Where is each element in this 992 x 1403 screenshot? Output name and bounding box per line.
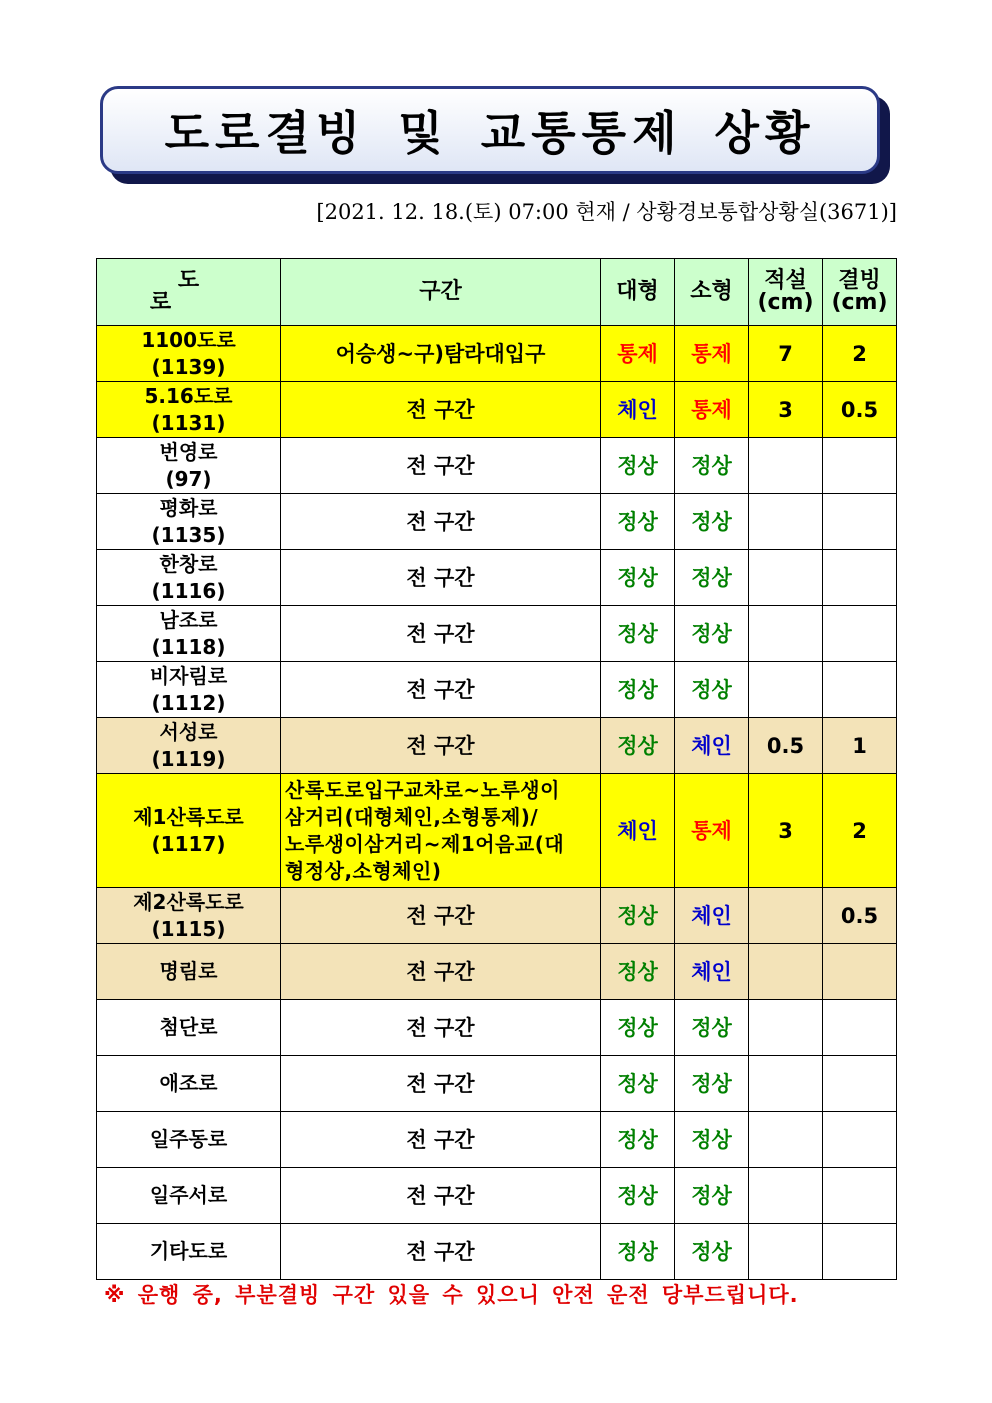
large-vehicle-status: 체인	[601, 382, 675, 438]
ice-depth-value: 2	[823, 774, 897, 888]
table-row	[97, 944, 897, 1000]
road-name-cell	[97, 662, 281, 718]
header-small-vehicle: 소형	[675, 259, 749, 326]
large-vehicle-status: 정상	[601, 1056, 675, 1112]
snow-depth-value	[749, 1000, 823, 1056]
section-cell: 전 구간	[281, 1000, 601, 1056]
small-vehicle-status: 정상	[675, 606, 749, 662]
section-cell: 전 구간	[281, 606, 601, 662]
ice-depth-value	[823, 494, 897, 550]
road-name: 서성로	[159, 719, 218, 744]
table-row	[97, 1056, 897, 1112]
large-vehicle-status: 정상	[601, 606, 675, 662]
large-vehicle-status: 정상	[601, 1168, 675, 1224]
road-name: 애조로	[159, 1071, 218, 1095]
ice-depth-value	[823, 606, 897, 662]
table-row	[97, 326, 897, 382]
table-row	[97, 494, 897, 550]
road-name-cell	[97, 1224, 281, 1280]
road-name: 비자림로	[149, 663, 228, 688]
road-number: (1112)	[151, 690, 226, 715]
road-number: (97)	[165, 466, 212, 491]
header-road: 도로	[97, 259, 281, 326]
table-row	[97, 1168, 897, 1224]
snow-depth-value	[749, 550, 823, 606]
snow-depth-value	[749, 1112, 823, 1168]
road-name: 평화로	[159, 495, 218, 520]
road-number: (1119)	[151, 746, 226, 771]
snow-depth-value	[749, 438, 823, 494]
section-cell: 전 구간	[281, 888, 601, 944]
ice-depth-value	[823, 550, 897, 606]
section-line: 노루생이삼거리~제1어음교(대	[285, 831, 565, 856]
section-cell	[281, 774, 601, 888]
snow-depth-value	[749, 1168, 823, 1224]
road-name: 1100도로	[141, 327, 236, 352]
section-cell: 전 구간	[281, 1056, 601, 1112]
large-vehicle-status: 정상	[601, 494, 675, 550]
section-cell: 전 구간	[281, 1168, 601, 1224]
table-row	[97, 606, 897, 662]
road-status-table	[96, 258, 897, 1280]
safety-notice: ※ 운행 중, 부분결빙 구간 있을 수 있으니 안전 운전 당부드립니다.	[104, 1283, 799, 1307]
title-box	[100, 86, 880, 174]
section-cell: 전 구간	[281, 1224, 601, 1280]
ice-depth-value: 2	[823, 326, 897, 382]
table-row	[97, 1000, 897, 1056]
road-number: (1117)	[151, 831, 226, 856]
large-vehicle-status: 정상	[601, 888, 675, 944]
small-vehicle-status: 정상	[675, 662, 749, 718]
section-line: 형정상,소형체인)	[285, 858, 442, 883]
road-number: (1118)	[151, 634, 226, 659]
table-row	[97, 662, 897, 718]
small-vehicle-status: 체인	[675, 718, 749, 774]
table-row	[97, 382, 897, 438]
ice-depth-value	[823, 1224, 897, 1280]
snow-depth-value: 3	[749, 382, 823, 438]
road-name: 일주서로	[149, 1183, 228, 1207]
road-name: 남조로	[159, 607, 218, 632]
road-name-cell	[97, 888, 281, 944]
ice-depth-value	[823, 1056, 897, 1112]
table-row	[97, 1224, 897, 1280]
section-cell: 어승생~구)탐라대입구	[281, 326, 601, 382]
section-cell: 전 구간	[281, 494, 601, 550]
table-row	[97, 1112, 897, 1168]
small-vehicle-status: 정상	[675, 1112, 749, 1168]
table-row	[97, 718, 897, 774]
large-vehicle-status: 통제	[601, 326, 675, 382]
section-cell: 전 구간	[281, 438, 601, 494]
road-name-cell	[97, 382, 281, 438]
ice-depth-value	[823, 1168, 897, 1224]
large-vehicle-status: 정상	[601, 1224, 675, 1280]
snow-depth-value: 3	[749, 774, 823, 888]
section-cell: 전 구간	[281, 944, 601, 1000]
section-cell: 전 구간	[281, 1112, 601, 1168]
snow-depth-value	[749, 606, 823, 662]
section-cell: 전 구간	[281, 382, 601, 438]
road-name-cell	[97, 718, 281, 774]
road-name-cell	[97, 774, 281, 888]
road-name: 일주동로	[149, 1127, 228, 1151]
road-name: 한창로	[159, 551, 218, 576]
small-vehicle-status: 통제	[675, 774, 749, 888]
section-line: 삼거리(대형체인,소형통제)/	[285, 804, 539, 829]
large-vehicle-status: 정상	[601, 718, 675, 774]
large-vehicle-status: 정상	[601, 662, 675, 718]
road-name: 명림로	[159, 959, 218, 983]
header-snow-depth: 적설 (cm)	[749, 259, 823, 326]
small-vehicle-status: 통제	[675, 326, 749, 382]
small-vehicle-status: 정상	[675, 1056, 749, 1112]
road-name-cell	[97, 1000, 281, 1056]
snow-depth-value	[749, 494, 823, 550]
ice-depth-value: 1	[823, 718, 897, 774]
road-name: 번영로	[159, 439, 218, 464]
road-name-cell	[97, 438, 281, 494]
snow-depth-value	[749, 1224, 823, 1280]
road-name-cell	[97, 1112, 281, 1168]
ice-depth-value	[823, 1112, 897, 1168]
road-name: 제1산록도로	[133, 804, 244, 829]
ice-depth-value: 0.5	[823, 888, 897, 944]
road-number: (1139)	[151, 354, 226, 379]
large-vehicle-status: 정상	[601, 944, 675, 1000]
small-vehicle-status: 통제	[675, 382, 749, 438]
road-number: (1116)	[151, 578, 226, 603]
large-vehicle-status: 체인	[601, 774, 675, 888]
snow-depth-value: 0.5	[749, 718, 823, 774]
small-vehicle-status: 체인	[675, 888, 749, 944]
ice-depth-value: 0.5	[823, 382, 897, 438]
road-name: 제2산록도로	[133, 889, 244, 914]
header-section: 구간	[281, 259, 601, 326]
road-name-cell	[97, 550, 281, 606]
report-timestamp: [2021. 12. 18.(토) 07:00 현재 / 상황경보통합상황실(3671)]	[316, 200, 897, 224]
small-vehicle-status: 정상	[675, 1168, 749, 1224]
road-number: (1115)	[151, 916, 226, 941]
header-large-vehicle: 대형	[601, 259, 675, 326]
snow-depth-value	[749, 662, 823, 718]
table-row	[97, 774, 897, 888]
snow-depth-value	[749, 888, 823, 944]
road-name: 첨단로	[159, 1015, 218, 1039]
ice-depth-value	[823, 662, 897, 718]
table-row	[97, 888, 897, 944]
ice-depth-value	[823, 944, 897, 1000]
table-row	[97, 550, 897, 606]
page-title: 도로결빙 및 교통통제 상황	[164, 106, 816, 160]
road-name: 5.16도로	[144, 383, 233, 408]
road-name-cell	[97, 1168, 281, 1224]
large-vehicle-status: 정상	[601, 550, 675, 606]
road-number: (1131)	[151, 410, 226, 435]
road-name: 기타도로	[149, 1239, 228, 1263]
ice-depth-value	[823, 1000, 897, 1056]
large-vehicle-status: 정상	[601, 1000, 675, 1056]
header-ice-depth: 결빙 (cm)	[823, 259, 897, 326]
section-cell: 전 구간	[281, 550, 601, 606]
ice-depth-value	[823, 438, 897, 494]
small-vehicle-status: 정상	[675, 550, 749, 606]
table-row	[97, 438, 897, 494]
road-name-cell	[97, 494, 281, 550]
road-name-cell	[97, 1056, 281, 1112]
road-name-cell	[97, 944, 281, 1000]
road-number: (1135)	[151, 522, 226, 547]
small-vehicle-status: 정상	[675, 1224, 749, 1280]
section-line: 산록도로입구교차로~노루생이	[285, 777, 560, 802]
section-cell: 전 구간	[281, 718, 601, 774]
large-vehicle-status: 정상	[601, 438, 675, 494]
snow-depth-value: 7	[749, 326, 823, 382]
road-name-cell	[97, 606, 281, 662]
large-vehicle-status: 정상	[601, 1112, 675, 1168]
small-vehicle-status: 정상	[675, 494, 749, 550]
small-vehicle-status: 정상	[675, 1000, 749, 1056]
road-name-cell	[97, 326, 281, 382]
snow-depth-value	[749, 944, 823, 1000]
small-vehicle-status: 체인	[675, 944, 749, 1000]
snow-depth-value	[749, 1056, 823, 1112]
table-header-row	[97, 259, 897, 326]
small-vehicle-status: 정상	[675, 438, 749, 494]
section-cell: 전 구간	[281, 662, 601, 718]
